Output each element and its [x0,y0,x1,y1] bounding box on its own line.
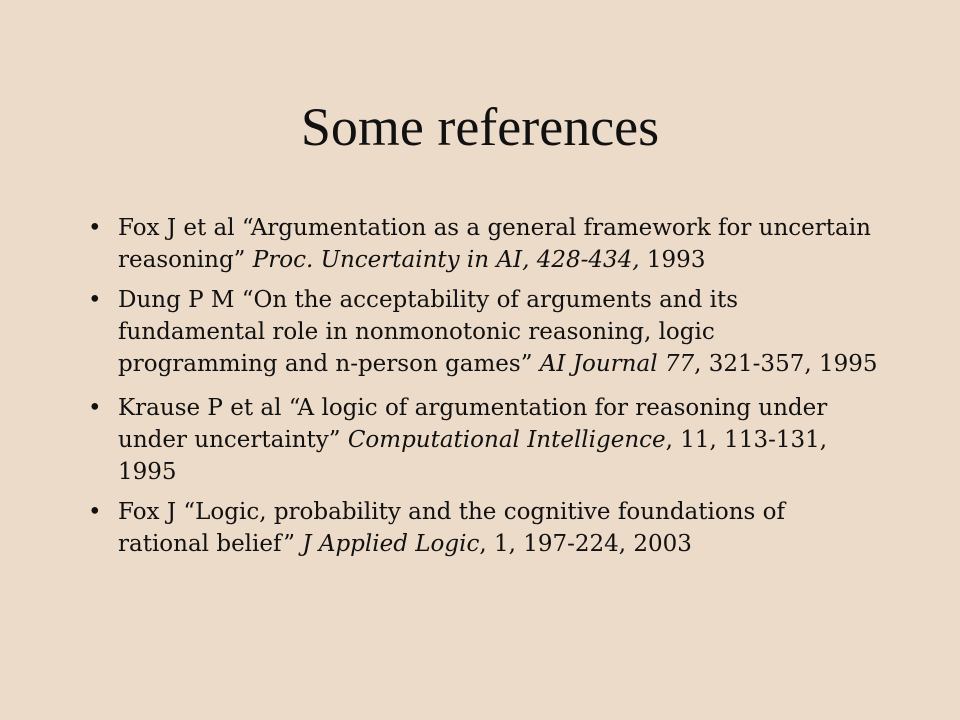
reference-text: Fox J et al “Argumentation as a general framework for uncertain reasoning” [118,215,871,273]
reference-venue: Proc. Uncertainty in AI, 428-434, [252,247,640,273]
reference-list [88,212,878,568]
reference-item [88,284,878,380]
reference-item [88,496,878,560]
bullet-icon: • [88,287,102,313]
reference-item [88,392,878,488]
reference-text: Krause P et al “A logic of argumentation for reasoning under under uncertainty” [118,395,828,453]
reference-text: Dung P M “On the acceptability of arguments and its fundamental role in nonmonotonic reasoning, logic programming and n-person games” [118,287,739,377]
reference-item [88,212,878,276]
reference-details: , 321-357, 1995 [694,351,878,377]
slide-title: Some references [300,97,660,157]
reference-venue: AI Journal 77 [539,351,695,377]
bullet-icon: • [88,395,102,421]
reference-details: , 1, 197-224, 2003 [479,531,692,557]
reference-details: 1993 [639,247,706,273]
bullet-icon: • [88,215,102,241]
bullet-icon: • [88,499,102,525]
reference-text: Fox J “Logic, probability and the cognitive foundations of rational belief” [118,499,785,557]
reference-details: , 11, 113-131, 1995 [118,427,828,485]
reference-venue: Computational Intelligence [347,427,666,453]
reference-venue: J Applied Logic [302,531,480,557]
